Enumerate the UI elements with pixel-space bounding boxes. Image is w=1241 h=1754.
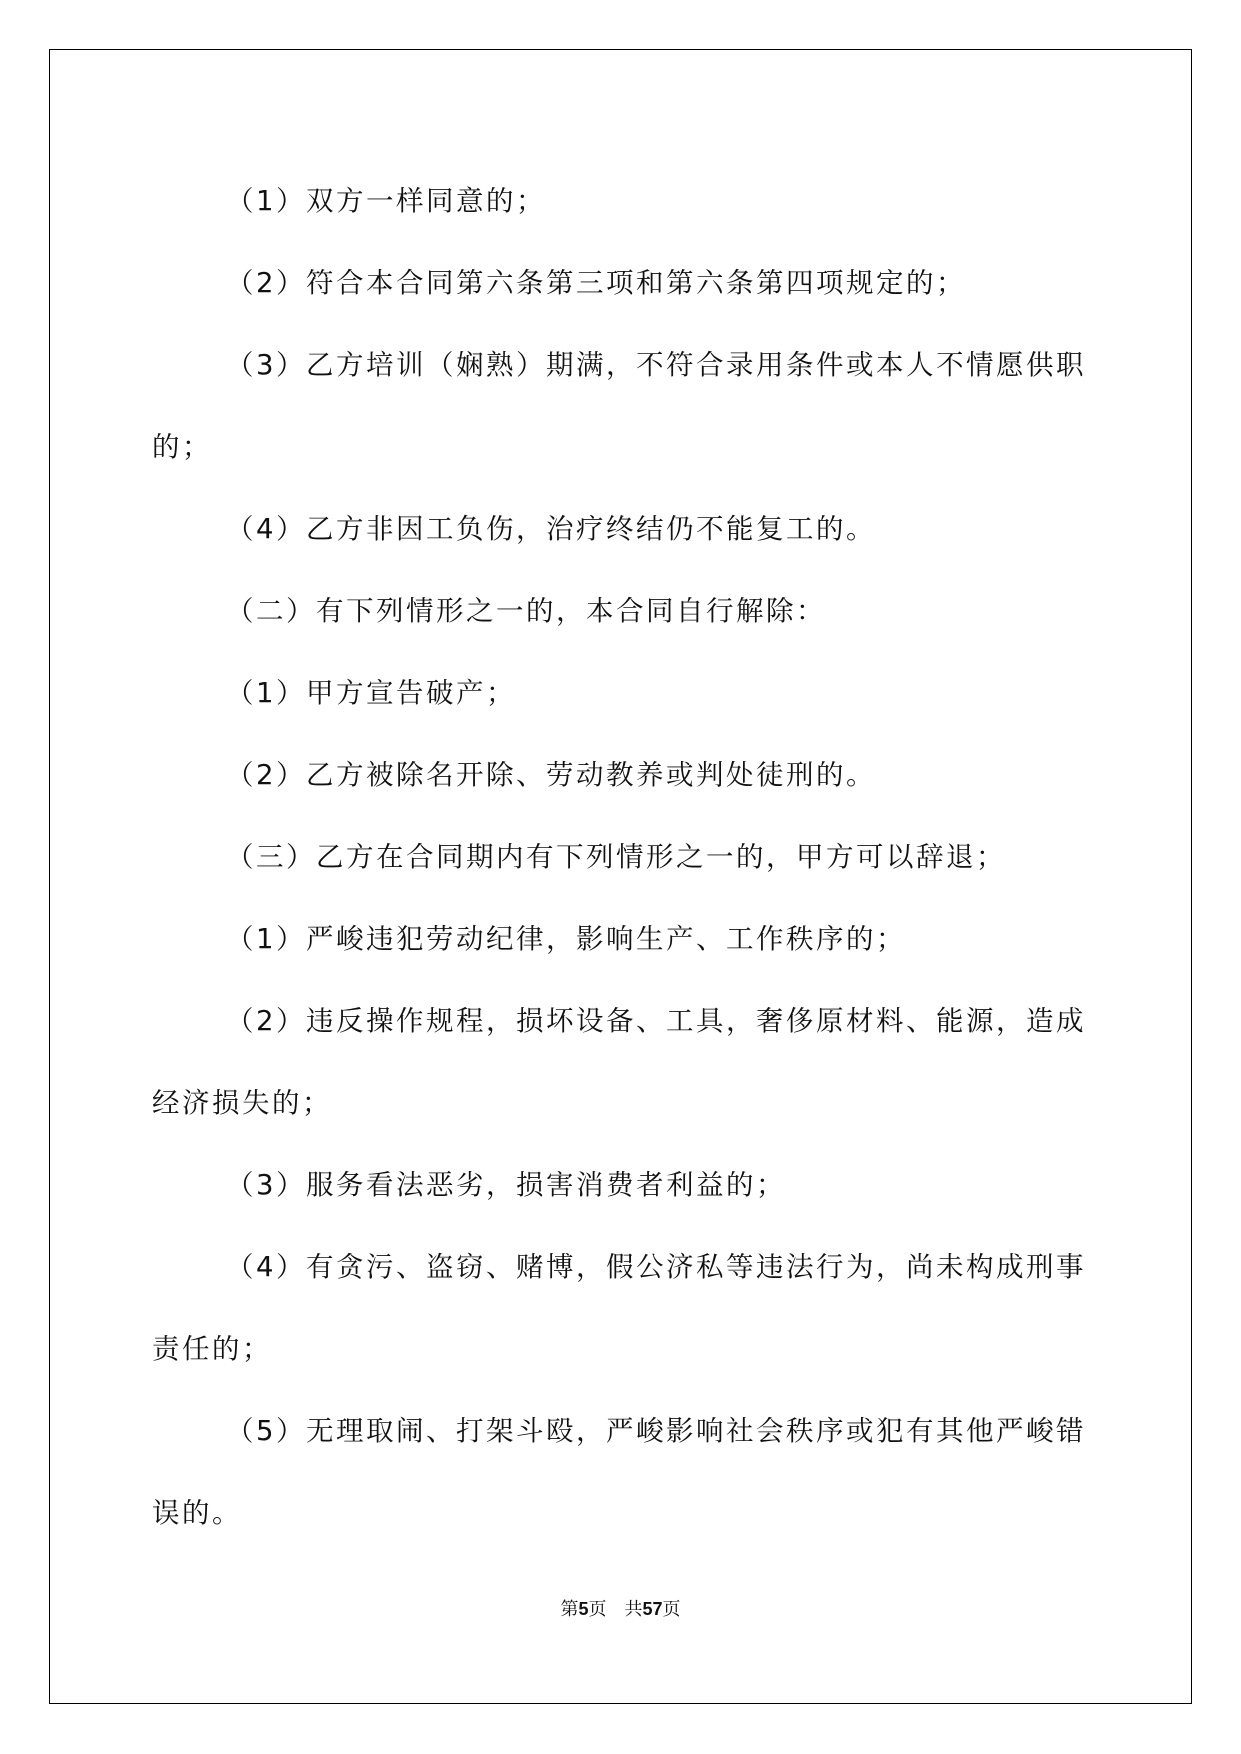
paragraph-continuation: 误的。 (152, 1497, 242, 1529)
paragraph: （2）乙方被除名开除、劳动教养或判处徒刑的。 (226, 759, 876, 791)
page-suffix: 页 (588, 1599, 607, 1620)
paragraph: （2）违反操作规程，损坏设备、工具，奢侈原材料、能源，造成 (226, 1005, 1086, 1037)
paragraph: （1）甲方宣告破产； (226, 677, 516, 709)
total-suffix: 页 (662, 1599, 681, 1620)
document-body (152, 160, 1092, 1554)
paragraph-continuation: 的； (152, 431, 212, 463)
total-prefix: 共 (624, 1599, 643, 1620)
paragraph: （4）有贪污、盗窃、赌博，假公济私等违法行为，尚未构成刑事 (226, 1251, 1086, 1283)
page-prefix: 第 (560, 1599, 579, 1620)
paragraph: （1）严峻违犯劳动纪律，影响生产、工作秩序的； (226, 923, 906, 955)
total-pages: 57 (642, 1599, 663, 1619)
paragraph: （5）无理取闹、打架斗殴，严峻影响社会秩序或犯有其他严峻错 (226, 1415, 1086, 1447)
section-heading: （二）有下列情形之一的，本合同自行解除： (226, 595, 826, 627)
section-heading: （三）乙方在合同期内有下列情形之一的，甲方可以辞退； (226, 841, 1006, 873)
paragraph-continuation: 经济损失的； (152, 1087, 332, 1119)
page-number: 5 (578, 1599, 589, 1619)
paragraph: （4）乙方非因工负伤，治疗终结仍不能复工的。 (226, 513, 876, 545)
paragraph: （3）服务看法恶劣，损害消费者利益的； (226, 1169, 786, 1201)
page-footer (0, 1595, 1241, 1621)
paragraph: （3）乙方培训（娴熟）期满，不符合录用条件或本人不情愿供职 (226, 349, 1086, 381)
paragraph: （1）双方一样同意的； (226, 185, 546, 217)
paragraph-continuation: 责任的； (152, 1333, 272, 1365)
paragraph: （2）符合本合同第六条第三项和第六条第四项规定的； (226, 267, 966, 299)
